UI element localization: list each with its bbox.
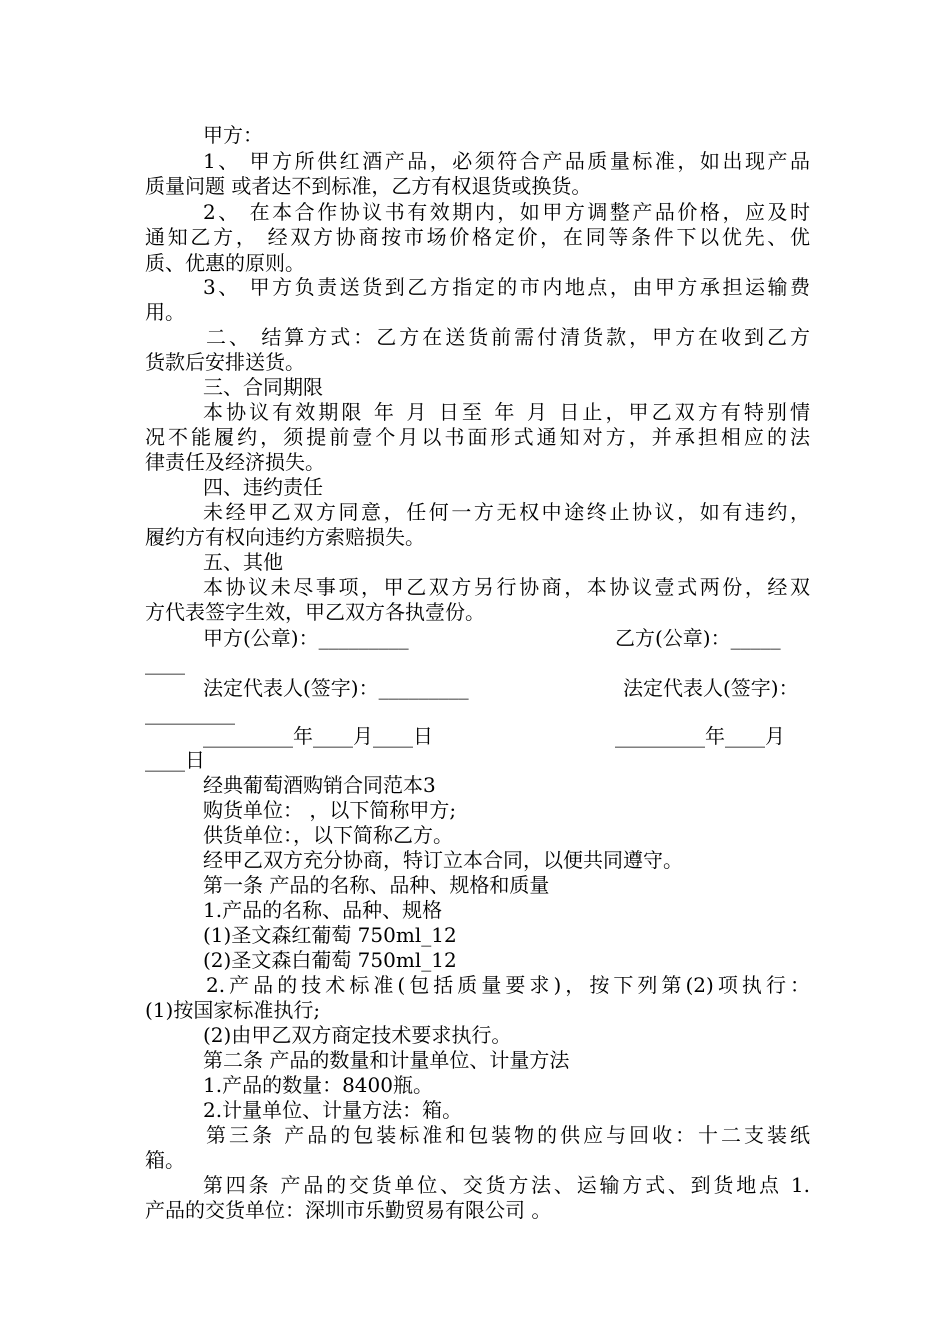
- section-heading: 三、合同期限: [203, 375, 323, 399]
- section-heading: 五、其他: [203, 550, 283, 574]
- article-item: 产品的交货单位：深圳市乐勤贸易有限公司 。: [145, 1198, 552, 1222]
- article-heading: 第二条 产品的数量和计量单位、计量方法: [203, 1048, 570, 1072]
- preamble-line: 经甲乙双方充分协商，特订立本合同，以便共同遵守。: [203, 848, 683, 872]
- date-a-field: _________年____月____日: [203, 724, 433, 748]
- article-item: 1.产品的名称、品种、规格: [203, 898, 443, 922]
- clause-line: 质量问题 或者达不到标准，乙方有权退货或换货。: [145, 174, 592, 198]
- clause-line: 2、 在本合作协议书有效期内，如甲方调整产品价格，应及时: [203, 200, 810, 224]
- article-heading: 第四条 产品的交货单位、交货方法、运输方式、到货地点 1.: [203, 1173, 810, 1197]
- clause-line: 通知乙方， 经双方协商按市场价格定价，在同等条件下以优先、优: [145, 225, 810, 249]
- article-heading: 第三条 产品的包装标准和包装物的供应与回收：十二支装纸: [206, 1123, 810, 1147]
- clause-line: 质、优惠的原则。: [145, 251, 305, 275]
- clause-line: 用。: [145, 300, 185, 324]
- section-heading: 四、违约责任: [203, 475, 323, 499]
- buyer-line: 购货单位： ，以下简称甲方;: [203, 798, 457, 822]
- clause-line: 货款后安排送货。: [145, 350, 305, 374]
- clause-line: 方代表签字生效，甲乙双方各执壹份。: [145, 600, 485, 624]
- clause-line: 本协议未尽事项，甲乙双方另行协商，本协议壹式两份，经双: [203, 575, 810, 599]
- article-item: 2.产品的技术标准(包括质量要求)，按下列第(2)项执行：: [206, 973, 810, 997]
- contract-title: 经典葡萄酒购销合同范本3: [203, 773, 436, 797]
- article-heading-cont: 箱。: [145, 1148, 185, 1172]
- clause-line: 履约方有权向违约方索赔损失。: [145, 525, 425, 549]
- rep-a-field: 法定代表人(签字)：_________: [203, 676, 469, 700]
- rep-b-field-cont: _________: [145, 701, 235, 725]
- article-item: (1)圣文森红葡萄 750ml_12: [203, 923, 457, 947]
- article-item: (2)由甲乙双方商定技术要求执行。: [203, 1023, 512, 1047]
- clause-line: 未经甲乙双方同意，任何一方无权中途终止协议，如有违约，: [203, 500, 810, 524]
- clause-line: 1、 甲方所供红酒产品，必须符合产品质量标准，如出现产品: [203, 149, 810, 173]
- clause-line: 况不能履约，须提前壹个月以书面形式通知对方，并承担相应的法: [145, 425, 810, 449]
- supplier-line: 供货单位：，以下简称乙方。: [203, 823, 453, 847]
- article-item: (1)按国家标准执行;: [145, 998, 321, 1022]
- article-item: 2.计量单位、计量方法：箱。: [203, 1098, 463, 1122]
- article-item: 1.产品的数量：8400瓶。: [203, 1073, 433, 1097]
- rep-b-field: 法定代表人(签字)：: [623, 676, 799, 700]
- clause-line: 律责任及经济损失。: [145, 450, 325, 474]
- party-b-seal-field: 乙方(公章)：_____: [615, 626, 781, 650]
- article-item: (2)圣文森白葡萄 750ml_12: [203, 948, 457, 972]
- clause-line: 二、 结算方式：乙方在送货前需付清货款，甲方在收到乙方: [206, 325, 810, 349]
- party-a-seal-field: 甲方(公章)：_________: [203, 626, 409, 650]
- article-heading: 第一条 产品的名称、品种、规格和质量: [203, 873, 550, 897]
- clause-line: 本协议有效期限 年 月 日至 年 月 日止，甲乙双方有特别情: [203, 400, 810, 424]
- clause-line: 3、 甲方负责送货到乙方指定的市内地点，由甲方承担运输费: [203, 275, 810, 299]
- party-b-seal-field-cont: ____: [145, 651, 185, 675]
- date-b-field: _________年____月: [615, 724, 785, 748]
- date-b-field-cont: ____日: [145, 748, 205, 772]
- heading-party-a: 甲方：: [203, 123, 263, 147]
